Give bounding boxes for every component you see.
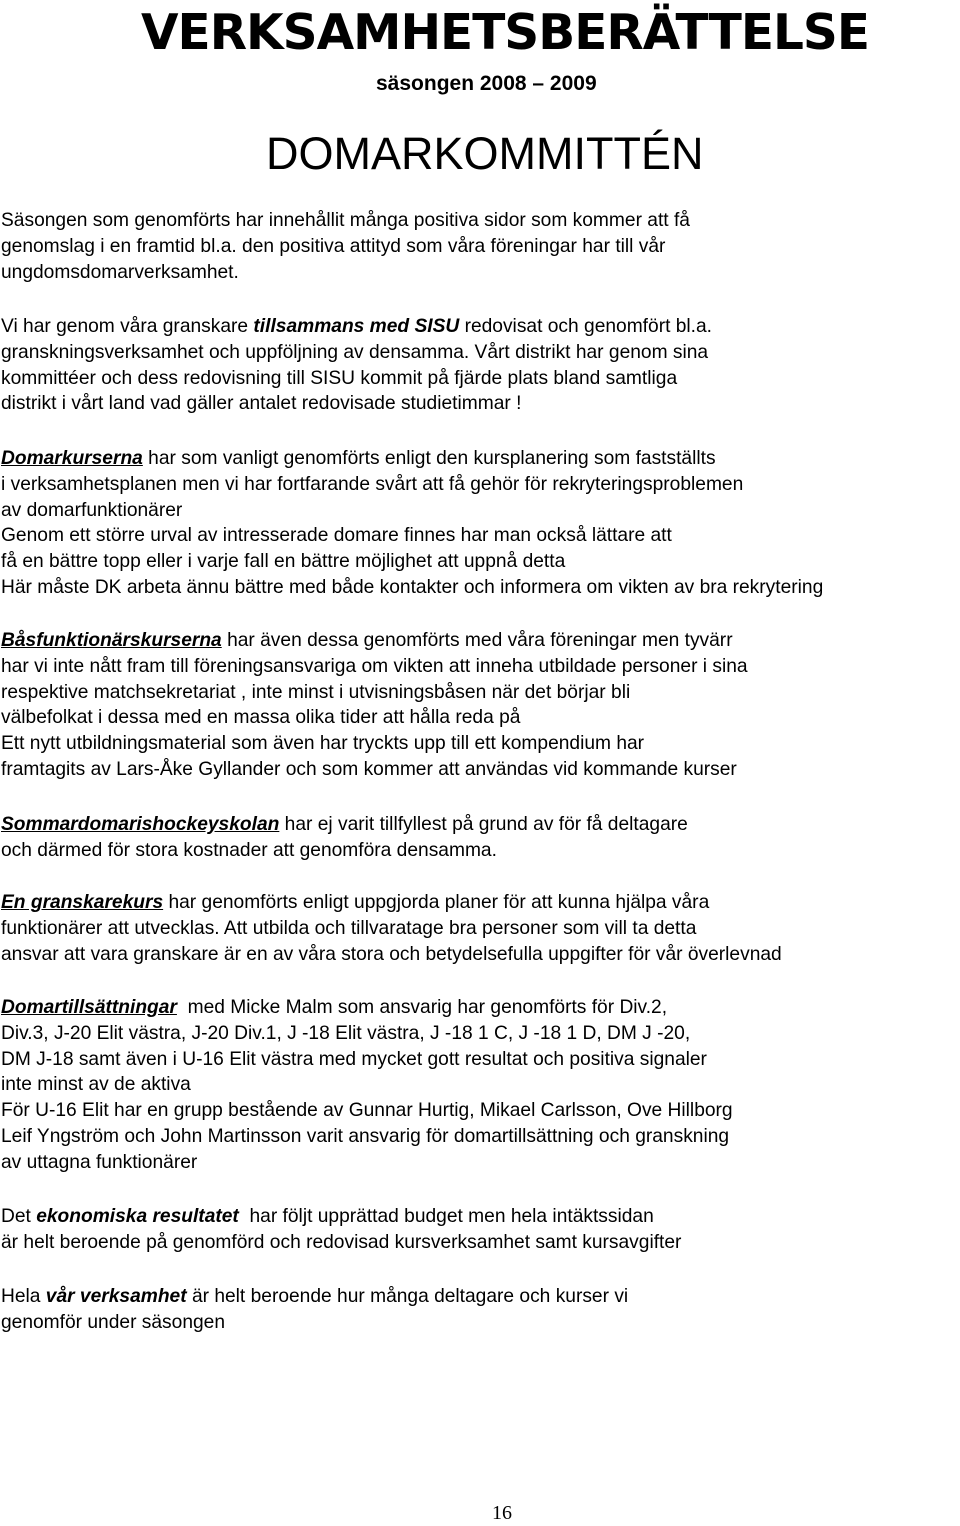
tillsattning-line-7: av uttagna funktionärer xyxy=(1,1151,198,1173)
granskarkurs-paragraph xyxy=(1,890,782,967)
sisu-line-3: kommittéer och dess redovisning till SISU kommit på fjärde plats bland samtliga xyxy=(1,367,678,389)
sisu-emphasis: tillsammans med SISU xyxy=(253,316,460,337)
ekonomi-paragraph xyxy=(1,1204,681,1256)
granskarkurs-line-1: har genomförts enligt uppgjorda planer för att kunna hjälpa våra xyxy=(163,892,710,913)
intro-line-3: ungdomsdomarverksamhet. xyxy=(1,261,239,283)
domarkurser-line-2: i verksamhetsplanen men vi har fortfarande svårt att få gehör för rekryteringsproblemen xyxy=(1,473,744,495)
tillsattning-heading: Domartillsättningar xyxy=(1,997,177,1018)
tillsattning-line-2: Div.3, J-20 Elit västra, J-20 Div.1, J -18 Elit västra, J -18 1 C, J -18 1 D, DM J -20, xyxy=(1,1022,691,1044)
sisu-paragraph xyxy=(1,314,712,417)
verksamhet-paragraph xyxy=(1,1284,628,1336)
basfunk-line-5: Ett nytt utbildningsmaterial som även har tryckts upp till ett kompendium har xyxy=(1,733,645,755)
tillsattning-line-6: Leif Yngström och John Martinsson varit ansvarig för domartillsättning och granskning xyxy=(1,1125,730,1147)
domarkurser-heading: Domarkurserna xyxy=(1,448,143,469)
domarkurser-paragraph xyxy=(1,446,823,601)
intro-line-2: genomslag i en framtid bl.a. den positiva attityd som våra föreningar har till vår xyxy=(1,235,666,257)
basfunk-line-4: välbefolkat i dessa med en massa olika tider att hålla reda på xyxy=(1,707,521,729)
tillsattning-line-5: För U-16 Elit har en grupp bestående av Gunnar Hurtig, Mikael Carlsson, Ove Hillborg xyxy=(1,1100,733,1122)
tillsattning-line-3: DM J-18 samt även i U-16 Elit västra med mycket gott resultat och positiva signaler xyxy=(1,1048,707,1070)
page-number: 16 xyxy=(492,1502,512,1524)
granskarkurs-line-2: funktionärer att utvecklas. Att utbilda och tillvaratage bra personer som vill ta detta xyxy=(1,917,697,939)
verksamhet-line-1-post: är helt beroende hur många deltagare och kurser vi xyxy=(186,1286,629,1307)
basfunk-heading: Båsfunktionärskurserna xyxy=(1,630,222,651)
intro-line-1: Säsongen som genomförts har innehållit många positiva sidor som kommer att få xyxy=(1,210,690,231)
ekonomi-line-2: är helt beroende på genomförd och redovisad kursverksamhet samt kursavgifter xyxy=(1,1231,682,1253)
sisu-line-2: granskningsverksamhet och uppföljning av densamma. Vårt distrikt har genom sina xyxy=(1,341,709,363)
sommar-line-1: har ej varit tillfyllest på grund av för få deltagare xyxy=(279,814,688,835)
verksamhet-line-1-pre: Hela xyxy=(1,1286,46,1307)
verksamhet-heading: vår verksamhet xyxy=(45,1286,187,1307)
granskarkurs-heading: En granskarekurs xyxy=(1,892,164,913)
domarkurser-line-5: få en bättre topp eller i varje fall en bättre möjlighet att uppnå detta xyxy=(1,551,566,573)
intro-paragraph xyxy=(1,208,690,285)
sisu-line-1-post: redovisat och genomfört bl.a. xyxy=(459,316,713,337)
domarkurser-line-4: Genom ett större urval av intresserade domare finnes har man också lättare att xyxy=(1,525,672,547)
tillsattning-paragraph xyxy=(1,995,733,1176)
ekonomi-line-1-pre: Det xyxy=(1,1206,37,1227)
basfunk-line-6: framtagits av Lars-Åke Gyllander och som kommer att användas vid kommande kurser xyxy=(1,758,737,780)
sisu-line-1-pre: Vi har genom våra granskare xyxy=(1,316,254,337)
tillsattning-line-4: inte minst av de aktiva xyxy=(1,1074,191,1096)
sisu-line-4: distrikt i vårt land vad gäller antalet redovisade studietimmar ! xyxy=(1,393,522,415)
ekonomi-heading: ekonomiska resultatet xyxy=(36,1206,239,1227)
domarkurser-line-3: av domarfunktionärer xyxy=(1,499,183,521)
granskarkurs-line-3: ansvar att vara granskare är en av våra stora och betydelsefulla uppgifter för vår överlevnad xyxy=(1,943,782,965)
ekonomi-line-1-post: har följt upprättad budget men hela intäktssidan xyxy=(238,1206,654,1227)
basfunk-line-2: har vi inte nått fram till föreningsansvariga om vikten att inneha utbildade personer i sina xyxy=(1,655,748,677)
verksamhet-line-2: genomför under säsongen xyxy=(1,1311,226,1333)
basfunk-line-3: respektive matchsekretariat , inte minst i utvisningsbåsen när det börjar bli xyxy=(1,681,631,703)
sommar-line-2: och därmed för stora kostnader att genomföra densamma. xyxy=(1,839,497,861)
domarkurser-line-1: har som vanligt genomförts enligt den kursplanering som fastställts xyxy=(142,448,716,469)
committee-heading: DOMARKOMMITTÉN xyxy=(266,128,704,179)
sommar-heading: Sommardomarishockeyskolan xyxy=(1,814,280,835)
domarkurser-line-6: Här måste DK arbeta ännu bättre med både kontakter och informera om vikten av bra rekrytering xyxy=(1,576,824,598)
basfunk-line-1: har även dessa genomförts med våra föreningar men tyvärr xyxy=(221,630,733,651)
tillsattning-line-1: med Micke Malm som ansvarig har genomförts för Div.2, xyxy=(176,997,668,1018)
season-subtitle: säsongen 2008 – 2009 xyxy=(376,72,597,95)
basfunk-paragraph xyxy=(1,628,748,783)
document-title: VERKSAMHETSBERÄTTELSE xyxy=(140,4,870,61)
sommar-paragraph xyxy=(1,812,688,864)
